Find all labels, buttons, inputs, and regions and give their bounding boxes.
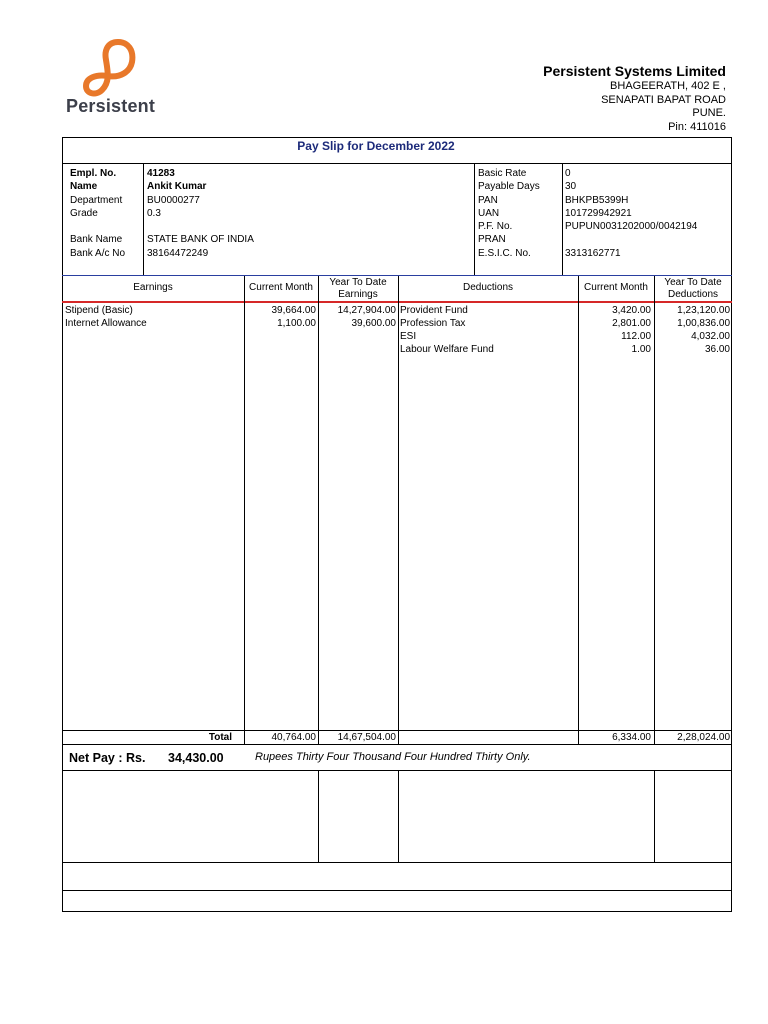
company-block xyxy=(543,62,726,134)
deduction-current: 112.00 xyxy=(621,331,651,342)
deduction-current: 3,420.00 xyxy=(612,305,651,316)
divider xyxy=(578,276,579,744)
label-payable-days: Payable Days xyxy=(478,181,540,193)
address-line: BHAGEERATH, 402 E , xyxy=(610,80,726,92)
deduction-name: Provident Fund xyxy=(400,305,468,316)
label-grade: Grade xyxy=(70,207,98,219)
divider xyxy=(62,890,732,891)
total-deductions-current: 6,334.00 xyxy=(612,732,651,743)
label-bank-account: Bank A/c No xyxy=(70,247,126,259)
deduction-name: Profession Tax xyxy=(400,318,466,329)
header-ytd-line: Year To Date xyxy=(329,277,387,288)
deduction-ytd: 36.00 xyxy=(704,344,730,355)
pay-values xyxy=(565,167,697,260)
deduction-ytd: 1,00,836.00 xyxy=(677,318,730,329)
header-earnings: Earnings xyxy=(133,282,173,293)
divider xyxy=(62,744,732,745)
deduction-ytd: 4,032.00 xyxy=(691,331,730,342)
value-esic-no: 3313162771 xyxy=(565,247,621,259)
net-pay-label: Net Pay : Rs. xyxy=(69,751,146,765)
deduction-names xyxy=(400,304,494,356)
divider xyxy=(62,862,732,863)
earning-current: 39,664.00 xyxy=(271,305,316,316)
net-pay-amount: 34,430.00 xyxy=(168,751,224,765)
deductions-current xyxy=(580,304,651,356)
company-name: Persistent Systems Limited xyxy=(543,63,726,79)
net-pay-words: Rupees Thirty Four Thousand Four Hundred Thirty Only. xyxy=(255,751,531,763)
persistent-logo-icon xyxy=(78,38,140,98)
header-ytd-line: Year To Date xyxy=(664,277,722,288)
divider xyxy=(654,771,655,862)
spacer xyxy=(70,220,125,233)
deduction-current: 2,801.00 xyxy=(612,318,651,329)
header-current-month: Current Month xyxy=(249,282,313,293)
employee-values xyxy=(147,167,254,260)
earning-name: Internet Allowance xyxy=(65,318,147,329)
employee-labels xyxy=(70,167,125,260)
value-department: BU0000277 xyxy=(147,194,200,206)
value-pan: BHKPB5399H xyxy=(565,194,629,206)
divider xyxy=(398,771,399,862)
divider xyxy=(654,276,655,744)
earning-current: 1,100.00 xyxy=(277,318,316,329)
earnings-current xyxy=(246,304,316,330)
label-basic-rate: Basic Rate xyxy=(478,168,527,179)
logo-text: Persistent xyxy=(66,96,156,116)
value-empl-no: 41283 xyxy=(147,168,175,179)
deduction-ytd: 1,23,120.00 xyxy=(677,305,730,316)
divider xyxy=(318,276,319,744)
value-bank-account: 38164472249 xyxy=(147,247,209,259)
label-name: Name xyxy=(70,181,98,193)
total-label: Total xyxy=(208,732,232,743)
label-empl-no: Empl. No. xyxy=(70,168,117,179)
header-ytd-earnings xyxy=(319,277,397,300)
header-ytd-line: Deductions xyxy=(667,288,719,300)
divider xyxy=(318,771,319,862)
value-payable-days: 30 xyxy=(565,181,577,193)
label-pran: PRAN xyxy=(478,234,506,246)
payslip-title: Pay Slip for December 2022 xyxy=(297,139,455,153)
divider xyxy=(62,770,732,771)
total-earnings-current: 40,764.00 xyxy=(271,732,316,743)
earning-ytd: 39,600.00 xyxy=(351,318,396,329)
value-name: Ankit Kumar xyxy=(147,181,207,193)
earning-ytd: 14,27,904.00 xyxy=(337,305,396,316)
deduction-current: 1.00 xyxy=(631,344,651,355)
pay-labels xyxy=(478,167,540,260)
value-uan: 101729942921 xyxy=(565,207,632,219)
label-pf-no: P.F. No. xyxy=(478,221,513,233)
divider xyxy=(62,163,732,164)
address-line: SENAPATI BAPAT ROAD xyxy=(601,93,726,106)
divider xyxy=(398,276,399,744)
label-department: Department xyxy=(70,194,123,206)
header-current-month-deductions: Current Month xyxy=(584,282,648,293)
divider xyxy=(62,275,732,276)
spacer xyxy=(147,220,254,233)
value-bank-name: STATE BANK OF INDIA xyxy=(147,234,254,246)
earnings-names xyxy=(65,304,147,330)
total-earnings-ytd: 14,67,504.00 xyxy=(337,732,396,743)
deduction-name: Labour Welfare Fund xyxy=(400,344,494,355)
divider xyxy=(562,164,563,275)
total-deductions-ytd: 2,28,024.00 xyxy=(677,732,730,743)
label-esic-no: E.S.I.C. No. xyxy=(478,247,531,259)
address-line: PUNE. xyxy=(692,107,726,119)
label-uan: UAN xyxy=(478,207,500,219)
deduction-name: ESI xyxy=(400,331,417,342)
earning-name: Stipend (Basic) xyxy=(65,305,133,316)
value-pran xyxy=(565,233,697,246)
value-basic-rate: 0 xyxy=(565,168,571,179)
value-grade: 0.3 xyxy=(147,207,161,219)
header-ytd-deductions xyxy=(655,277,731,300)
value-pf-no: PUPUN0031202000/0042194 xyxy=(565,221,698,233)
deductions-ytd xyxy=(656,304,730,356)
header-deductions: Deductions xyxy=(462,282,514,293)
label-bank-name: Bank Name xyxy=(70,234,123,246)
header-ytd-line: Earnings xyxy=(338,288,378,300)
address-line: Pin: 411016 xyxy=(668,120,726,133)
header-rule xyxy=(62,301,732,303)
earnings-ytd xyxy=(320,304,396,330)
divider xyxy=(143,164,144,275)
divider xyxy=(474,164,475,275)
divider xyxy=(244,276,245,744)
label-pan: PAN xyxy=(478,194,498,206)
